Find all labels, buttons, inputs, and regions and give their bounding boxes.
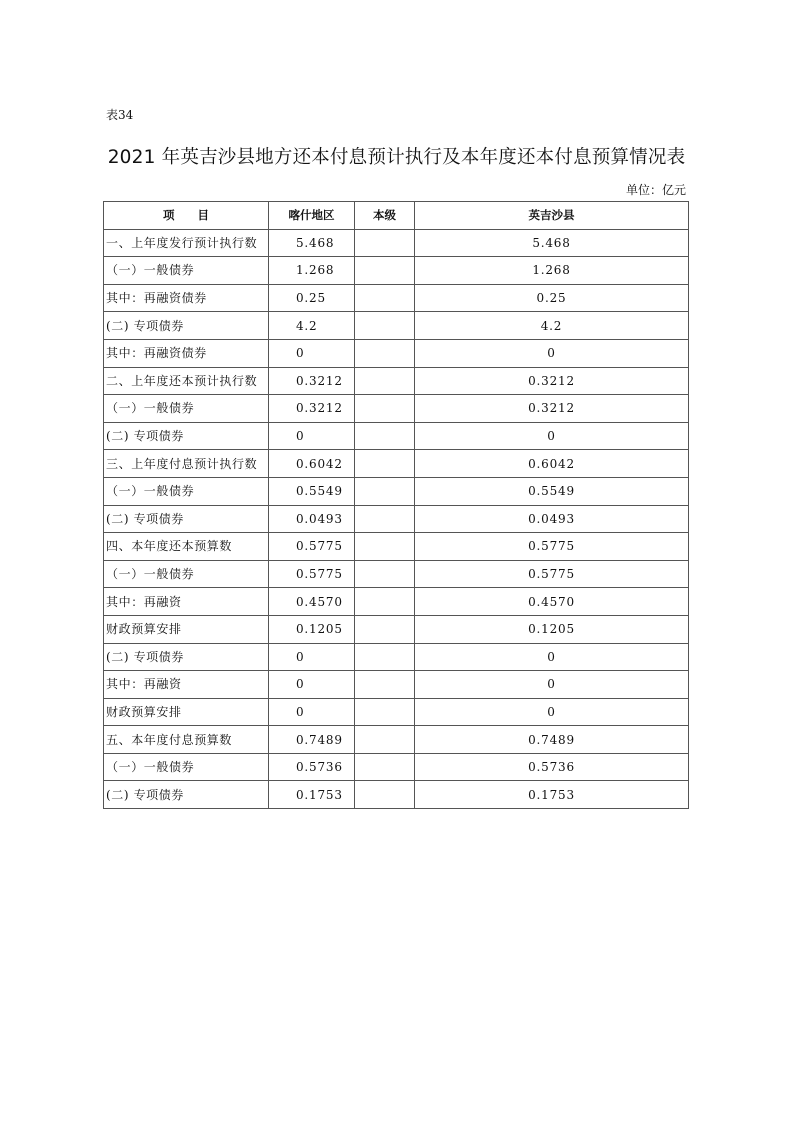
benji-value	[355, 284, 415, 312]
table-row	[104, 560, 689, 588]
benji-value	[355, 422, 415, 450]
benji-value	[355, 339, 415, 367]
benji-value	[355, 533, 415, 561]
item-cell: 二、上年度还本预计执行数	[104, 367, 269, 395]
header-benji: 本级	[355, 202, 415, 230]
kashgar-value: 0.6042	[269, 450, 355, 478]
table-row	[104, 284, 689, 312]
kashgar-value: 0.0493	[269, 505, 355, 533]
table-row	[104, 450, 689, 478]
table-number: 表34	[106, 108, 134, 122]
kashgar-value: 0.4570	[269, 588, 355, 616]
county-value: 0.25	[415, 284, 689, 312]
county-value: 0	[415, 339, 689, 367]
benji-value	[355, 698, 415, 726]
item-cell: (二) 专项债券	[104, 312, 269, 340]
table-row	[104, 395, 689, 423]
item-cell: （一）一般债券	[104, 395, 269, 423]
page-title: 2021 年英吉沙县地方还本付息预计执行及本年度还本付息预算情况表	[107, 147, 686, 168]
kashgar-value: 0	[269, 422, 355, 450]
kashgar-value: 1.268	[269, 257, 355, 285]
county-value: 0	[415, 671, 689, 699]
item-cell: （一）一般债券	[104, 477, 269, 505]
item-cell: 其中：再融资债券	[104, 339, 269, 367]
table-row	[104, 229, 689, 257]
county-value: 0.5775	[415, 533, 689, 561]
benji-value	[355, 450, 415, 478]
kashgar-value: 0.1753	[269, 781, 355, 809]
header-county: 英吉沙县	[415, 202, 689, 230]
item-cell: (二) 专项债券	[104, 505, 269, 533]
table-row	[104, 615, 689, 643]
benji-value	[355, 726, 415, 754]
item-cell: 财政预算安排	[104, 698, 269, 726]
item-cell: 财政预算安排	[104, 615, 269, 643]
kashgar-value: 4.2	[269, 312, 355, 340]
county-value: 4.2	[415, 312, 689, 340]
item-cell: 五、本年度付息预算数	[104, 726, 269, 754]
kashgar-value: 0.1205	[269, 615, 355, 643]
table-row	[104, 367, 689, 395]
benji-value	[355, 505, 415, 533]
table-row	[104, 505, 689, 533]
header-kashgar: 喀什地区	[269, 202, 355, 230]
kashgar-value: 0.3212	[269, 367, 355, 395]
benji-value	[355, 643, 415, 671]
table-row	[104, 533, 689, 561]
benji-value	[355, 477, 415, 505]
county-value: 0.3212	[415, 395, 689, 423]
kashgar-value: 0.5775	[269, 560, 355, 588]
kashgar-value: 0	[269, 671, 355, 699]
item-cell: （一）一般债券	[104, 560, 269, 588]
county-value: 0	[415, 643, 689, 671]
item-cell: (二) 专项债券	[104, 643, 269, 671]
table-row	[104, 588, 689, 616]
county-value: 0	[415, 698, 689, 726]
kashgar-value: 0.25	[269, 284, 355, 312]
benji-value	[355, 395, 415, 423]
county-value: 0.7489	[415, 726, 689, 754]
item-cell: (二) 专项债券	[104, 781, 269, 809]
item-cell: 其中：再融资	[104, 671, 269, 699]
county-value: 1.268	[415, 257, 689, 285]
benji-value	[355, 257, 415, 285]
kashgar-value: 5.468	[269, 229, 355, 257]
kashgar-value: 0	[269, 339, 355, 367]
benji-value	[355, 367, 415, 395]
benji-value	[355, 753, 415, 781]
benji-value	[355, 671, 415, 699]
county-value: 0.5549	[415, 477, 689, 505]
county-value: 5.468	[415, 229, 689, 257]
table-row	[104, 257, 689, 285]
table-row	[104, 422, 689, 450]
item-cell: (二) 专项债券	[104, 422, 269, 450]
benji-value	[355, 312, 415, 340]
county-value: 0.4570	[415, 588, 689, 616]
county-value: 0.5775	[415, 560, 689, 588]
table-row	[104, 312, 689, 340]
kashgar-value: 0.5736	[269, 753, 355, 781]
item-cell: 一、上年度发行预计执行数	[104, 229, 269, 257]
county-value: 0	[415, 422, 689, 450]
benji-value	[355, 781, 415, 809]
table-row	[104, 753, 689, 781]
benji-value	[355, 560, 415, 588]
table-row	[104, 781, 689, 809]
item-cell: 四、本年度还本预算数	[104, 533, 269, 561]
item-cell: （一）一般债券	[104, 257, 269, 285]
county-value: 0.5736	[415, 753, 689, 781]
county-value: 0.1205	[415, 615, 689, 643]
table-row	[104, 339, 689, 367]
county-value: 0.0493	[415, 505, 689, 533]
kashgar-value: 0	[269, 698, 355, 726]
benji-value	[355, 615, 415, 643]
table-row	[104, 671, 689, 699]
unit-label: 单位：亿元	[625, 183, 686, 197]
table-row	[104, 726, 689, 754]
item-cell: （一）一般债券	[104, 753, 269, 781]
benji-value	[355, 229, 415, 257]
debt-table	[103, 201, 689, 809]
kashgar-value: 0.3212	[269, 395, 355, 423]
table-row	[104, 698, 689, 726]
table-row	[104, 643, 689, 671]
kashgar-value: 0.7489	[269, 726, 355, 754]
item-cell: 其中：再融资	[104, 588, 269, 616]
kashgar-value: 0	[269, 643, 355, 671]
item-cell: 其中：再融资债券	[104, 284, 269, 312]
county-value: 0.6042	[415, 450, 689, 478]
kashgar-value: 0.5775	[269, 533, 355, 561]
benji-value	[355, 588, 415, 616]
header-item: 项 目	[104, 202, 269, 230]
county-value: 0.3212	[415, 367, 689, 395]
kashgar-value: 0.5549	[269, 477, 355, 505]
table-row	[104, 477, 689, 505]
county-value: 0.1753	[415, 781, 689, 809]
table-header-row	[104, 202, 689, 230]
item-cell: 三、上年度付息预计执行数	[104, 450, 269, 478]
